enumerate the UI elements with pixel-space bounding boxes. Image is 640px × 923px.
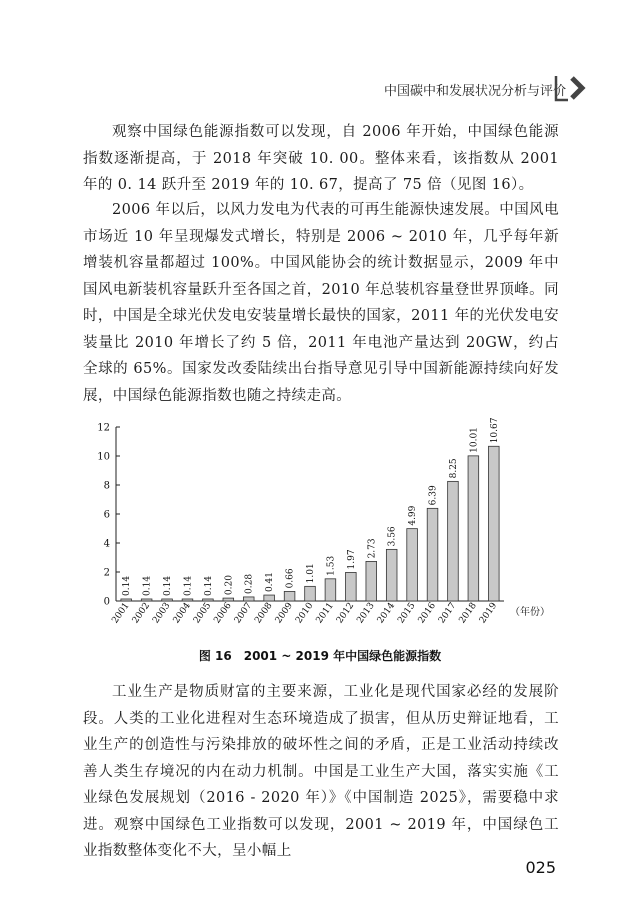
x-tick-label: 2011 — [314, 600, 336, 626]
paragraph-3: 工业生产是物质财富的主要来源，工业化是现代国家必经的发展阶段。人类的工业化进程对生态环境造成了损害，但从历史辩证地看，工业生产的创造性与污染排放的破坏性之间的矛盾，正是工业活动持续改善人类生存境况的内在动力机制。中国是工业生产大国，落实实施《工业绿色发展规划（2016 - 2020 年）》《中国制造 2025》，需要稳中求进。观察中国绿色工业指数可以发现，2001 ~ 2019 年，中国绿色工业指数整体变化不大，呈小幅上 — [83, 684, 559, 859]
x-axis-label: （年份） — [510, 607, 550, 618]
x-tick-label: 2007 — [232, 600, 255, 626]
y-tick-label: 0 — [103, 596, 110, 608]
paragraph-2: 2006 年以后，以风力发电为代表的可再生能源快速发展。中国风电市场近 10 年呈现爆发式增长，特别是 2006 ~ 2010 年，几乎每年新增装机容量都超过 100%。中国风能协会的统计数据显示，2009 年中国风电新装机容量跃升至各国之首，2010 年总装机容量登世界顶峰。同时，中国是全球光伏发电安装量增长最快的国家，2011 年的光伏发电安装量比 2010 年增长了约 5 倍，2011 年电池产量达到 20GW，约占全球的 65%。国家发改委陆续出台指导意见引导中国新能源持续向好发展，中国绿色能源指数也随之持续走高。 — [83, 202, 559, 404]
x-tick-label: 2010 — [294, 600, 316, 626]
running-header: 中国碳中和发展状况分析与评价 — [383, 84, 566, 99]
x-tick-label: 2017 — [437, 600, 459, 626]
bar-value-label: 10.01 — [469, 427, 480, 453]
bar — [223, 598, 234, 601]
y-tick-label: 6 — [103, 509, 110, 521]
x-tick-label: 2002 — [130, 600, 153, 626]
y-tick-label: 4 — [103, 538, 110, 550]
bar — [468, 456, 479, 601]
bar-value-label: 0.66 — [285, 568, 296, 589]
x-tick-label: 2016 — [416, 600, 438, 626]
x-tick-label: 2008 — [253, 600, 275, 626]
x-tick-label: 2009 — [273, 600, 296, 626]
x-tick-label: 2019 — [477, 600, 500, 626]
bar-value-label: 0.20 — [224, 575, 235, 596]
bar-value-label: 8.25 — [448, 458, 459, 479]
x-tick-label: 2001 — [110, 600, 132, 626]
bar-value-label: 10.67 — [489, 418, 500, 444]
y-tick-label: 8 — [103, 480, 110, 492]
figure-caption: 图 16 2001 ~ 2019 年中国绿色能源指数 — [198, 649, 442, 663]
bar — [407, 529, 418, 601]
x-tick-label: 2015 — [396, 600, 418, 626]
page-number: 025 — [525, 858, 556, 877]
x-tick-labels — [110, 601, 499, 626]
x-tick-label: 2013 — [355, 600, 377, 626]
paragraph-1: 观察中国绿色能源指数可以发现，自 2006 年开始，中国绿色能源指数逐渐提高，于 2018 年突破 10. 00。整体来看，该指数从 2001 年的 0. 14 跃升至 2019 年的 10. 67，提高了 75 倍（见图 16）。 — [83, 124, 559, 193]
x-tick-label: 2014 — [375, 600, 398, 626]
bar-value-label: 0.14 — [183, 575, 194, 596]
bar-value-label: 1.53 — [326, 555, 337, 576]
x-tick-label: 2006 — [212, 600, 234, 626]
y-tick-label: 10 — [97, 451, 110, 463]
bar — [284, 591, 295, 601]
bar-value-label: 6.39 — [428, 485, 439, 506]
bar — [386, 549, 397, 601]
y-tick-label: 12 — [97, 422, 110, 434]
x-tick-label: 2005 — [192, 600, 214, 626]
bar-value-label: 0.14 — [142, 575, 153, 596]
bar-value-label: 1.01 — [306, 563, 316, 584]
chapter-mark-icon — [554, 70, 590, 106]
bar — [366, 561, 377, 601]
bar-value-label: 4.99 — [408, 505, 419, 526]
bar — [427, 508, 438, 601]
x-tick-label: 2004 — [171, 600, 193, 626]
x-tick-label: 2003 — [151, 600, 173, 626]
bar-value-label: 0.41 — [265, 572, 276, 593]
bar-chart-svg — [86, 418, 556, 648]
bar — [305, 586, 316, 601]
bar — [346, 572, 357, 601]
bar — [325, 579, 336, 601]
y-tick-label: 2 — [103, 567, 110, 579]
bar — [488, 446, 499, 601]
bar-value-label: 0.14 — [163, 575, 174, 596]
bar-value-label: 0.14 — [203, 575, 214, 596]
bar — [448, 481, 459, 601]
x-tick-label: 2018 — [457, 600, 479, 626]
x-tick-label: 2012 — [334, 600, 357, 626]
y-tick-labels — [97, 423, 110, 608]
bar-value-label: 0.14 — [122, 575, 133, 596]
green-energy-index-chart — [86, 418, 556, 648]
bar-value-label: 1.97 — [346, 549, 357, 570]
bar-value-label: 2.73 — [367, 538, 378, 559]
bar-value-label: 0.28 — [244, 573, 255, 594]
bar — [264, 595, 275, 601]
bar — [243, 597, 254, 601]
bar-value-label: 3.56 — [387, 526, 398, 547]
bar-value-labels — [122, 418, 500, 596]
